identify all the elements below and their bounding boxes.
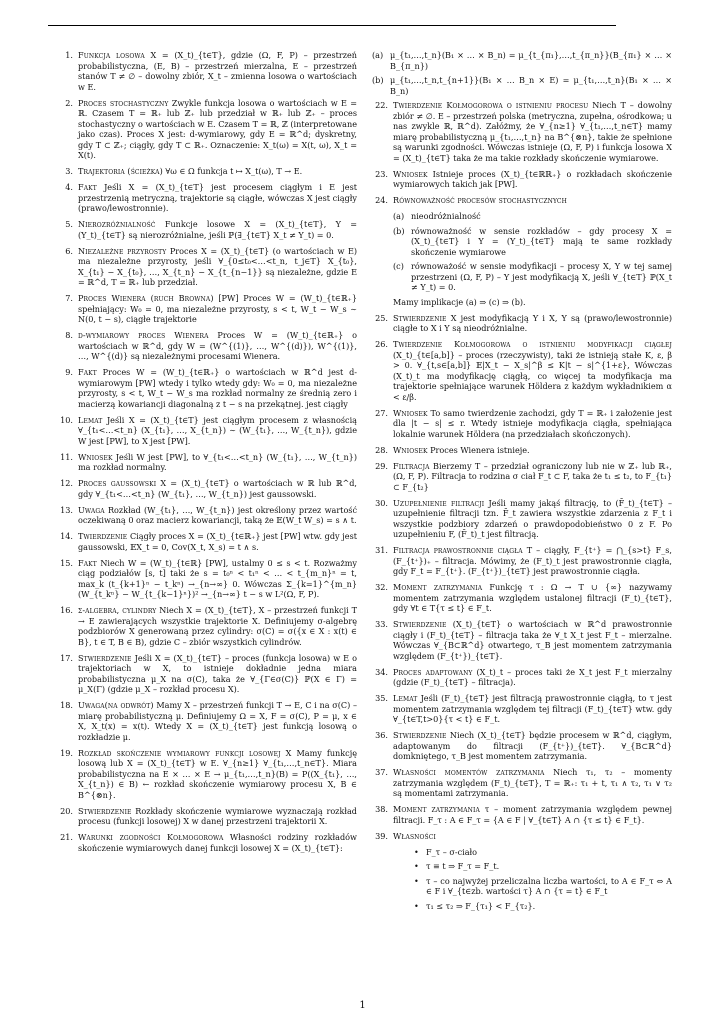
list-item [372,730,672,762]
item-title: Filtracja [393,460,430,471]
item-text [78,605,357,647]
item-body: X jest modyfikacją Y i X, Y są (prawo/lewostronnie) ciągłe to X i Y są nieodróżnialne. [393,312,672,333]
sub-item-text: nieodróżnialność [411,211,481,221]
bullet-icon: • [414,875,419,886]
item-title: Stwierdzenie [78,652,132,663]
item-title: Wniosek [393,407,428,418]
item-body: τ – moment zatrzymania względem pewnej filtracji. F_τ : A ∈ F_τ = {A ∈ F | ∀_{t∈T} A ∩ {τ ≤ t} ∈ F_t}. [393,804,672,825]
item-body: Funkcję τ : Ω → T ∪ {∞} nazywamy momentem zatrzymania względem ustalonej filtracji (F_t)_{t∈T}, gdy ∀t ∈ T{τ ≤ t} ∈ F_t. [393,582,673,613]
list-item [372,804,672,825]
list-item [372,445,672,456]
list-item [57,748,357,801]
item-number: 14. [60,531,73,541]
item-title: Twierdzenie Kołmogorowa o istnieniu modyfikacji ciągłej [393,339,672,349]
item-title: Twierdzenie [78,531,128,541]
item-title: d-wymiarowy proces Wienera [78,330,209,340]
item-number: 16. [60,605,73,615]
item-title: Stwierdzenie [393,312,447,323]
item-body: Jeśli X = (X_t)_{t∈T} – proces (funkcja losowa) w E o trajektoriach w X, to istnieje dokładnie jedna miara probabilistyczna μ_X na σ(C), taka że ∀_{Γ∈σ(C)} ℙ(X ∈ Γ) = μ_X(Γ) (gdzie μ_X – rozkład procesu X). [78,652,357,694]
item-text [78,653,357,695]
item-number: 20. [60,805,73,816]
sub-item-label: (c) [393,261,404,271]
item-number: 32. [375,582,388,592]
item-text [393,667,672,688]
item-text [78,182,357,214]
sub-item [393,261,672,293]
bullet-item [414,876,672,897]
sub-item-label: (a) [393,211,405,221]
item-body: Niech τ₁, τ₂ – momenty zatrzymania względem (F_t)_{t∈T}, T = ℝ₊: τ₁ + t, τ₁ ∧ τ₂, τ₁ ∨ τ₂ są momentami zatrzymania. [393,767,672,798]
item-text [78,452,357,473]
item-number: 24. [375,195,388,205]
list-item [372,313,672,334]
item-body: X Mamy funkcję losową lub X = (X_t)_{t∈T} w E. ∀_{n≥1} ∀_{t₁,…,t_n∈T}. Miara probabilistyczna na E × … × E → μ_{t₁,…,t_n}(B) = P((X_{t₁}, …, X_{t_n}) ∈ B) ← rozkład skończenie wymiarowy procesu X, B ∈ B^{⊗n}. [78,747,357,800]
item-title: Moment zatrzymania [393,582,483,592]
item-title: Fakt [78,557,97,568]
item-title: Wniosek [393,444,428,455]
item-body: ∀ω ∈ Ω funkcja t ↦ X_t(ω), T → E. [165,166,303,176]
item-body: Niech (X_t)_{t∈T} będzie procesem w ℝ^d, ciągłym, adaptowanym do filtracji (F_{t⁺})_{t∈T}. ∀_{B⊂ℝ^d} domkniętego, τ_B jest momentem zatrzymania. [393,730,672,761]
list-item [57,558,357,600]
item-text [393,804,672,825]
item-text [78,219,357,240]
item-title: Wniosek [78,451,113,462]
item-body: Jeśli X = (X_t)_{t∈T} jest procesem ciągłym i E jest przestrzenią metryczną, trajektorie są ciągłe, wówczas X jest ciągły (prawo/lewostronnie). [78,182,358,213]
item-text [393,582,672,614]
right-column [372,50,672,915]
item-text [78,531,357,552]
item-title: Nierozróżnialność [78,219,156,229]
item-text [393,619,672,661]
item-body: (X_t)_t – proces taki że X_t jest F_t mierzalny (gdzie (F_t)_{t∈T} – filtracja). [393,666,672,687]
item-text [78,806,357,827]
item-body: (X_t)_{t∈T} o wartościach w ℝ^d prawostronnie ciągły i (F_t)_{t∈T} – filtracja taka że ∀_t X_t jest F_t – mierzalne. Wówczas ∀_{B⊂ℝ^d} otwartego, τ_B jest momentem zatrzymania względem (F_{t⁺})_{t∈T}. [393,619,672,661]
item-body: X = (X_t)_{t∈T} o wartościach w ℝ lub ℝ^d, gdy ∀_{t₁<…<t_n} (W_{t₁}, …, W_{t_n}) jest gaussowski. [78,478,357,499]
item-number: 18. [60,700,73,710]
bullet-text: τ ≡ t ⇒ F_τ = F_t. [426,861,500,871]
item-text [393,831,672,842]
list-item [57,330,357,362]
item-text [393,693,672,725]
bullet-icon: • [414,846,419,857]
left-column [57,50,357,859]
item-title: Lemat [78,414,103,425]
bullet-item [414,847,672,858]
item-title: Trajektoria (ścieżka) [78,166,163,176]
item-body: Istnieje proces (X_t)_{t∈ℝℝ₊} o rozkładach skończenie wymiarowych takich jak [PW]. [393,168,672,189]
item-title: Uwaga(na odwrót) [78,700,154,710]
item-text [78,98,357,161]
item-number: 17. [60,652,73,663]
item-number: 13. [60,504,73,515]
list-item [57,700,357,742]
bullet-icon: • [414,861,419,871]
list-item [57,166,357,177]
item-text [393,195,672,206]
item-number: 12. [60,478,73,488]
list-item [372,831,672,842]
item-body: (X_t)_{t∈[a,b]} – proces (rzeczywisty), taki że istnieją stałe K, ε, β > 0. ∀_{t,s∈[a,b]} 𝔼|X_t − X_s|^β ≤ K|t − s|^{1+ε}, Wówczas (X_t)_t ma modyfikację ciągłą, co więcej ta modyfikacja ma trajektorie spełniające warunek Höldera z każdym wykładnikiem α < ε/β. [393,349,672,402]
item-number: 37. [375,767,388,777]
item-title: Stwierdzenie [393,730,447,740]
list-item [372,100,672,163]
item-body: Własności rodziny rozkładów skończenie wymiarowych danej funkcji losowej X = (X_t)_{t∈T}: [78,832,357,853]
item-body: Niech W = (W_t)_{t∈ℝ} [PW], ustalmy 0 ≤ s < t. Rozważmy ciąg podziałów [s, t] taki że s = t₀ⁿ < t₁ⁿ < … < t_{m_n}ⁿ = t, max_k (t_{k+1}ⁿ − t_kⁿ) →_{n→∞} 0. Wówczas Σ_{k=1}^{m_n} (W_{t_kⁿ} − W_{t_{k−1}ⁿ})² →_{n→∞} t − s w L²(Ω, F, P). [78,557,358,599]
list-item [57,246,357,288]
item-body: [PW] Proces W = (W_t)_{t∈ℝ₊} spełniający: W₀ = 0, ma niezależne przyrosty, s < t, W_t − W_s ∼ N(0, t − s), ciągłe trajektorie [78,293,357,324]
item-body: Zwykle funkcja losowa o wartościach w E = ℝ. Czasem T = ℝ₊ lub ℤ₊ lub przedział w ℝ₊ lub ℤ₊ – proces stochastyczny o wartościach w E. Czasem T = ℝ, ℤ (interpretowane jako czas). Proces X jest: d-wymiarowy, gdy E = ℝ^d; dyskretny, gdy T ⊂ ℤ₊; ciągły, gdy T ⊂ ℝ₊. Oznaczenie: X_t(ω) = X(t, ω), X_t = X(t). [78,97,357,160]
item-number: 10. [60,414,73,425]
sub-item [372,50,672,71]
item-number: 3. [65,166,73,176]
item-text [78,558,357,600]
list-item [372,461,672,493]
item-number: 33. [375,619,388,629]
list-item [372,619,672,661]
item-number: 36. [375,730,388,740]
list-item [57,182,357,214]
item-text [78,832,357,853]
item-number: 38. [375,804,388,814]
item-body: Mamy X – przestrzeń funkcji T → E, C i na σ(C) – miarę probabilistyczną μ. Definiujemy Ω = X, F = σ(C), P = μ, x ∈ X, X_t(x) = x(t). Wtedy X = (X_t)_{t∈T} jest funkcją losową o rozkładzie μ. [78,700,357,742]
item-title: Wniosek [393,168,428,179]
item-number: 21. [60,832,73,842]
list-item [372,408,672,440]
list-item [57,505,357,526]
item-title: Fakt [78,182,97,192]
list-item [57,50,357,92]
item-number: 1. [65,50,73,60]
item-title: Fakt [78,367,97,377]
item-text [393,313,672,334]
item-text [78,293,357,325]
sub-item [393,211,672,222]
item-body: Proces X = (X_t)_{t∈T} (o wartościach w E) ma niezależne przyrosty, jeśli ∀_{0≤t₀<…<t_n, t_j∈T} X_{t₀}, X_{t₁} − X_{t₀}, …, X_{t_n} − X_{t_{n−1}} są niezależne, gdzie E = ℝ^d, T = ℝ₊ lub przedział. [78,245,358,287]
item-title: σ-algebra, cylindry [78,605,157,615]
list-item [372,693,672,725]
list-item [57,605,357,647]
sub-item [393,226,672,258]
item-number: 5. [65,219,73,229]
list-item [57,98,357,161]
item-body: Niech T – dowolny zbiór ≠ ∅. E – przestrzeń polska (metryczna, zupełna, ośrodkowa; u nas zwykle ℝ, ℝ^d). Załóżmy, że ∀_{n≥1} ∀_{t₁,…,t_n∈T} mamy miarę probabilistyczną μ_{t₁,…,t_n} na B^{⊗n}, takie że spełnione są warunki zgodności. Wówczas istnieje (Ω, F, P) i funkcja losowa X = (X_t)_{t∈T} taka że ma takie rozkłady skończenie wymiarowe. [393,100,672,163]
list-item [372,767,672,799]
bullet-list [414,847,672,912]
item-title: Niezależne przyrosty [78,245,167,256]
item-text [393,730,672,762]
item-number: 35. [375,693,388,703]
list-item [372,667,672,688]
list-item [57,415,357,447]
item-text [393,461,672,493]
item-title: Moment zatrzymania [393,804,480,814]
sub-item-label: (b) [393,225,405,236]
item-number: 15. [60,557,73,568]
item-body: Ciągły proces X = (X_t)_{t∈ℝ₊} jest [PW] wtw. gdy jest gaussowski, 𝔼X_t = 0, Cov(X_t, X_s) = t ∧ s. [78,531,357,552]
item-title: Proces gaussowski [78,478,157,488]
sub-item-text: μ_{t₁,…,t_n}(B₁ × … × B_n) = μ_{t_{π₁},…,t_{π_n}}(B_{π₁} × … × B_{π_n}) [390,50,672,71]
item-title: Proces adaptowany [393,666,473,677]
header-rule [48,25,616,26]
item-title: Funkcja losowa [78,50,145,60]
item-number: 27. [375,407,388,418]
item-number: 34. [375,666,388,677]
item-text [393,339,672,402]
sub-item [372,75,672,96]
item-title: Stwierdzenie [78,805,132,816]
item-body: Niech X = (X_t)_{t∈T}, X – przestrzeń funkcji T → E zawierających wszystkie trajektorie X. Definiujemy σ-algebrę podzbiorów X generowaną przez cylindry: σ(C) = σ({x ∈ X : x(t) ∈ B}, t ∈ T, B ∈ B), gdzie C – zbiór wszystkich cylindrów. [78,605,357,647]
list-item [372,545,672,577]
list-item [372,582,672,614]
item-body: Proces W = (W_t)_{t∈ℝ₊} o wartościach w ℝ^d, gdy W = (W^{(1)}, …, W^{(d)}), W^{(1)}, …, W^{(d)} są niezależnymi procesami Wienera. [78,330,358,361]
item-title: Proces stochastyczny [78,97,169,108]
item-text [78,330,357,362]
item-body: Jeśli W jest [PW], to ∀_{t₁<…<t_n} (W_{t₁}, …, W_{t_n}) ma rozkład normalny. [78,451,357,472]
list-item [57,452,357,473]
item-title: Filtracja prawostronnie ciągła [393,545,523,555]
item-body: Proces Wienera istnieje. [430,444,530,455]
item-title: Twierdzenie Kołmogorowa o istnieniu procesu [393,100,589,110]
item-text [78,700,357,742]
item-body: Bierzemy T – przedział ograniczony lub nie w ℤ₊ lub ℝ₊, (Ω, F, P). Filtracja to rodzina σ ciał F_t ⊂ F, taka że t₁ ≤ t₂, to F_{t₁} ⊂ F_{t₂} [393,460,673,492]
item-title: Uzupełnienie filtracji [393,497,485,508]
list-item [57,219,357,240]
bullet-item [414,901,672,912]
item-body: Funkcje losowe X = (X_t)_{t∈T}, Y = (Y_t)_{t∈T} są nierozróżnialne, jeśli ℙ(∃_{t∈T} X_t ≠ Y_t) = 0. [78,219,357,240]
item-text [393,445,672,456]
list-item [57,293,357,325]
bullet-icon: • [414,900,419,911]
item-title: Rozkład skończenie wymiarowy funkcji losowej [78,747,281,758]
item-title: Warunki zgodności Kołmogorowa [78,832,224,842]
list-item [372,169,672,190]
item-body: Jeśli X = (X_t)_{t∈T} jest ciągłym procesem z własnością ∀_{t₁<…<t_n} (X_{t₁}, …, X_{t_n}) ∼ (W_{t₁}, …, W_{t_n}), gdzie W jest [PW], to X jest [PW]. [78,414,357,446]
sub-item-label: (b) [372,75,384,85]
item-text [78,748,357,801]
item-number: 8. [65,330,73,340]
bullet-item [414,861,672,872]
item-body: Rozkład (W_{t₁}, …, W_{t_n}) jest określony przez wartość oczekiwaną 0 oraz macierz kowariancji, taką że 𝔼(W_t W_s) = s ∧ t. [78,504,357,525]
item-title: Proces Wienera (ruch Browna) [78,293,214,303]
item-title: Własności [393,830,436,841]
paragraph: Mamy implikacje (a) ⇒ (c) ⇒ (b). [393,296,526,307]
item-body: To samo twierdzenie zachodzi, gdy T = ℝ₊ i założenie jest dla |t − s| ≤ r. Wtedy istnieje modyfikacja ciągła, spełniająca lokalnie warunek Höldera (na przedziałach skończonych). [393,407,672,439]
list-item [57,832,357,853]
item-body: T – ciągły, F_{t⁺} = ⋂_{s>t} F_s, (F_{t⁺})₊ – filtracja. Mówimy, że (F_t)_t jest prawostronnie ciągła, gdy F_t = F_{t⁺}. (F_{t⁺})_{t∈T} jest prawostronnie ciągła. [393,545,672,576]
item-text [78,367,357,409]
item-number: 4. [65,182,73,192]
sub-item-text: μ_{t₁,…,t_n,t_{n+1}}(B₁ × … B_n × E) = μ_{t₁,…,t_n}(B₁ × … × B_n) [390,75,672,96]
item-text [78,505,357,526]
item-body: Jeśli (F_t)_{t∈T} jest filtracją prawostronnie ciągłą, to τ jest momentem zatrzymania względem tej filtracji (F_t)_{t∈T} wtw. gdy ∀_{t∈T,t>0}{τ < t} ∈ F_t. [393,693,672,724]
list-item [57,367,357,409]
list-item [57,806,357,827]
bullet-text: τ – co najwyżej przeliczalna liczba wartości, to A ∈ F_τ ⇔ A ∈ F i ∀_{t∈zb. wartości τ} A ∩ {τ = t} ∈ F_t [426,875,672,896]
item-number: 30. [375,497,388,508]
item-number: 39. [375,830,388,841]
item-number: 2. [65,97,73,108]
list-item [372,339,672,402]
item-body: Proces W = (W_t)_{t∈ℝ₊} o wartościach w ℝ^d jest d-wymiarowym [PW] wtedy i tylko wtedy gdy: W₀ = 0, ma niezależne przyrosty, s < t, W_t − W_s ma rozkład normalny ze średnią zero i macierzą kowariancji diagonalną z t − s na przekątnej. jest ciągły [78,367,357,409]
item-text [393,545,672,577]
item-title: Lemat [393,693,418,703]
item-number: 6. [65,245,73,256]
page-number: 1 [359,1000,366,1011]
item-text [78,478,357,499]
list-item [57,653,357,695]
item-title: Stwierdzenie [393,619,447,629]
item-number: 31. [375,545,388,555]
item-number: 29. [375,460,388,471]
item-number: 28. [375,444,388,455]
list-item [372,498,672,540]
item-text [393,100,672,163]
item-number: 11. [60,451,73,462]
item-title: Równoważność procesów stochastycznych [393,195,567,205]
item-body: Rozkłady skończenie wymiarowe wyznaczają rozkład procesu (funkcji losowej) X w danej przestrzeni trajektorii X. [78,805,357,826]
sub-item-text: równoważość w sensie modyfikacji – procesy X, Y w tej samej przestrzeni (Ω, F, P) – Y jest modyfikacją X, jeśli ∀_{t∈T} ℙ(X_t ≠ Y_t) = 0. [411,261,672,292]
item-number: 19. [60,747,73,758]
item-number: 9. [65,367,73,377]
item-number: 7. [65,293,73,303]
bullet-text: F_τ – σ-ciało [426,846,478,857]
item-text [393,169,672,190]
item-title: Uwaga [78,504,105,515]
item-number: 25. [375,312,388,323]
item-text [393,498,672,540]
item-body: Jeśli mamy jakąś filtrację, to (F̄_t)_{t∈T} – uzupełnienie filtracji tzn. F̄_t zawiera wszystkie zdarzenia z F_t i wszystkie podzbiory zdarzeń o prawdopodobieństwo 0 z F. Po uzupełnieniu F, (F̄_t)_t jest filtracją. [393,497,673,539]
item-title: Własności momentów zatrzymania [393,767,545,777]
item-body: X = (X_t)_{t∈T}, gdzie (Ω, F, P) – przestrzeń probabilistyczna, (E, B) – przestrzeń mierzalna, E – przestrzeń stanów T ≠ ∅ – dowolny zbiór, X_t – zmienna losowa o wartościach w E. [78,50,358,92]
item-text [78,166,357,177]
item-text [78,415,357,447]
item-text [78,246,357,288]
item-text [393,408,672,440]
item-number: 22. [375,100,388,110]
sub-item-label: (a) [372,50,384,60]
item-number: 26. [375,339,388,349]
sub-item-text: równoważność w sensie rozkładów – gdy procesy X = (X_t)_{t∈T} i Y = (Y_t)_{t∈T} mają te same rozkłady skończenie wymiarowe [411,225,672,257]
list-item [372,195,672,206]
item-text [393,767,672,799]
bullet-text: τ₁ ≤ τ₂ ⇒ F_{τ₁} < F_{τ₂}. [426,900,536,911]
item-number: 23. [375,168,388,179]
list-item [57,531,357,552]
list-item [57,478,357,499]
item-text [78,50,357,92]
